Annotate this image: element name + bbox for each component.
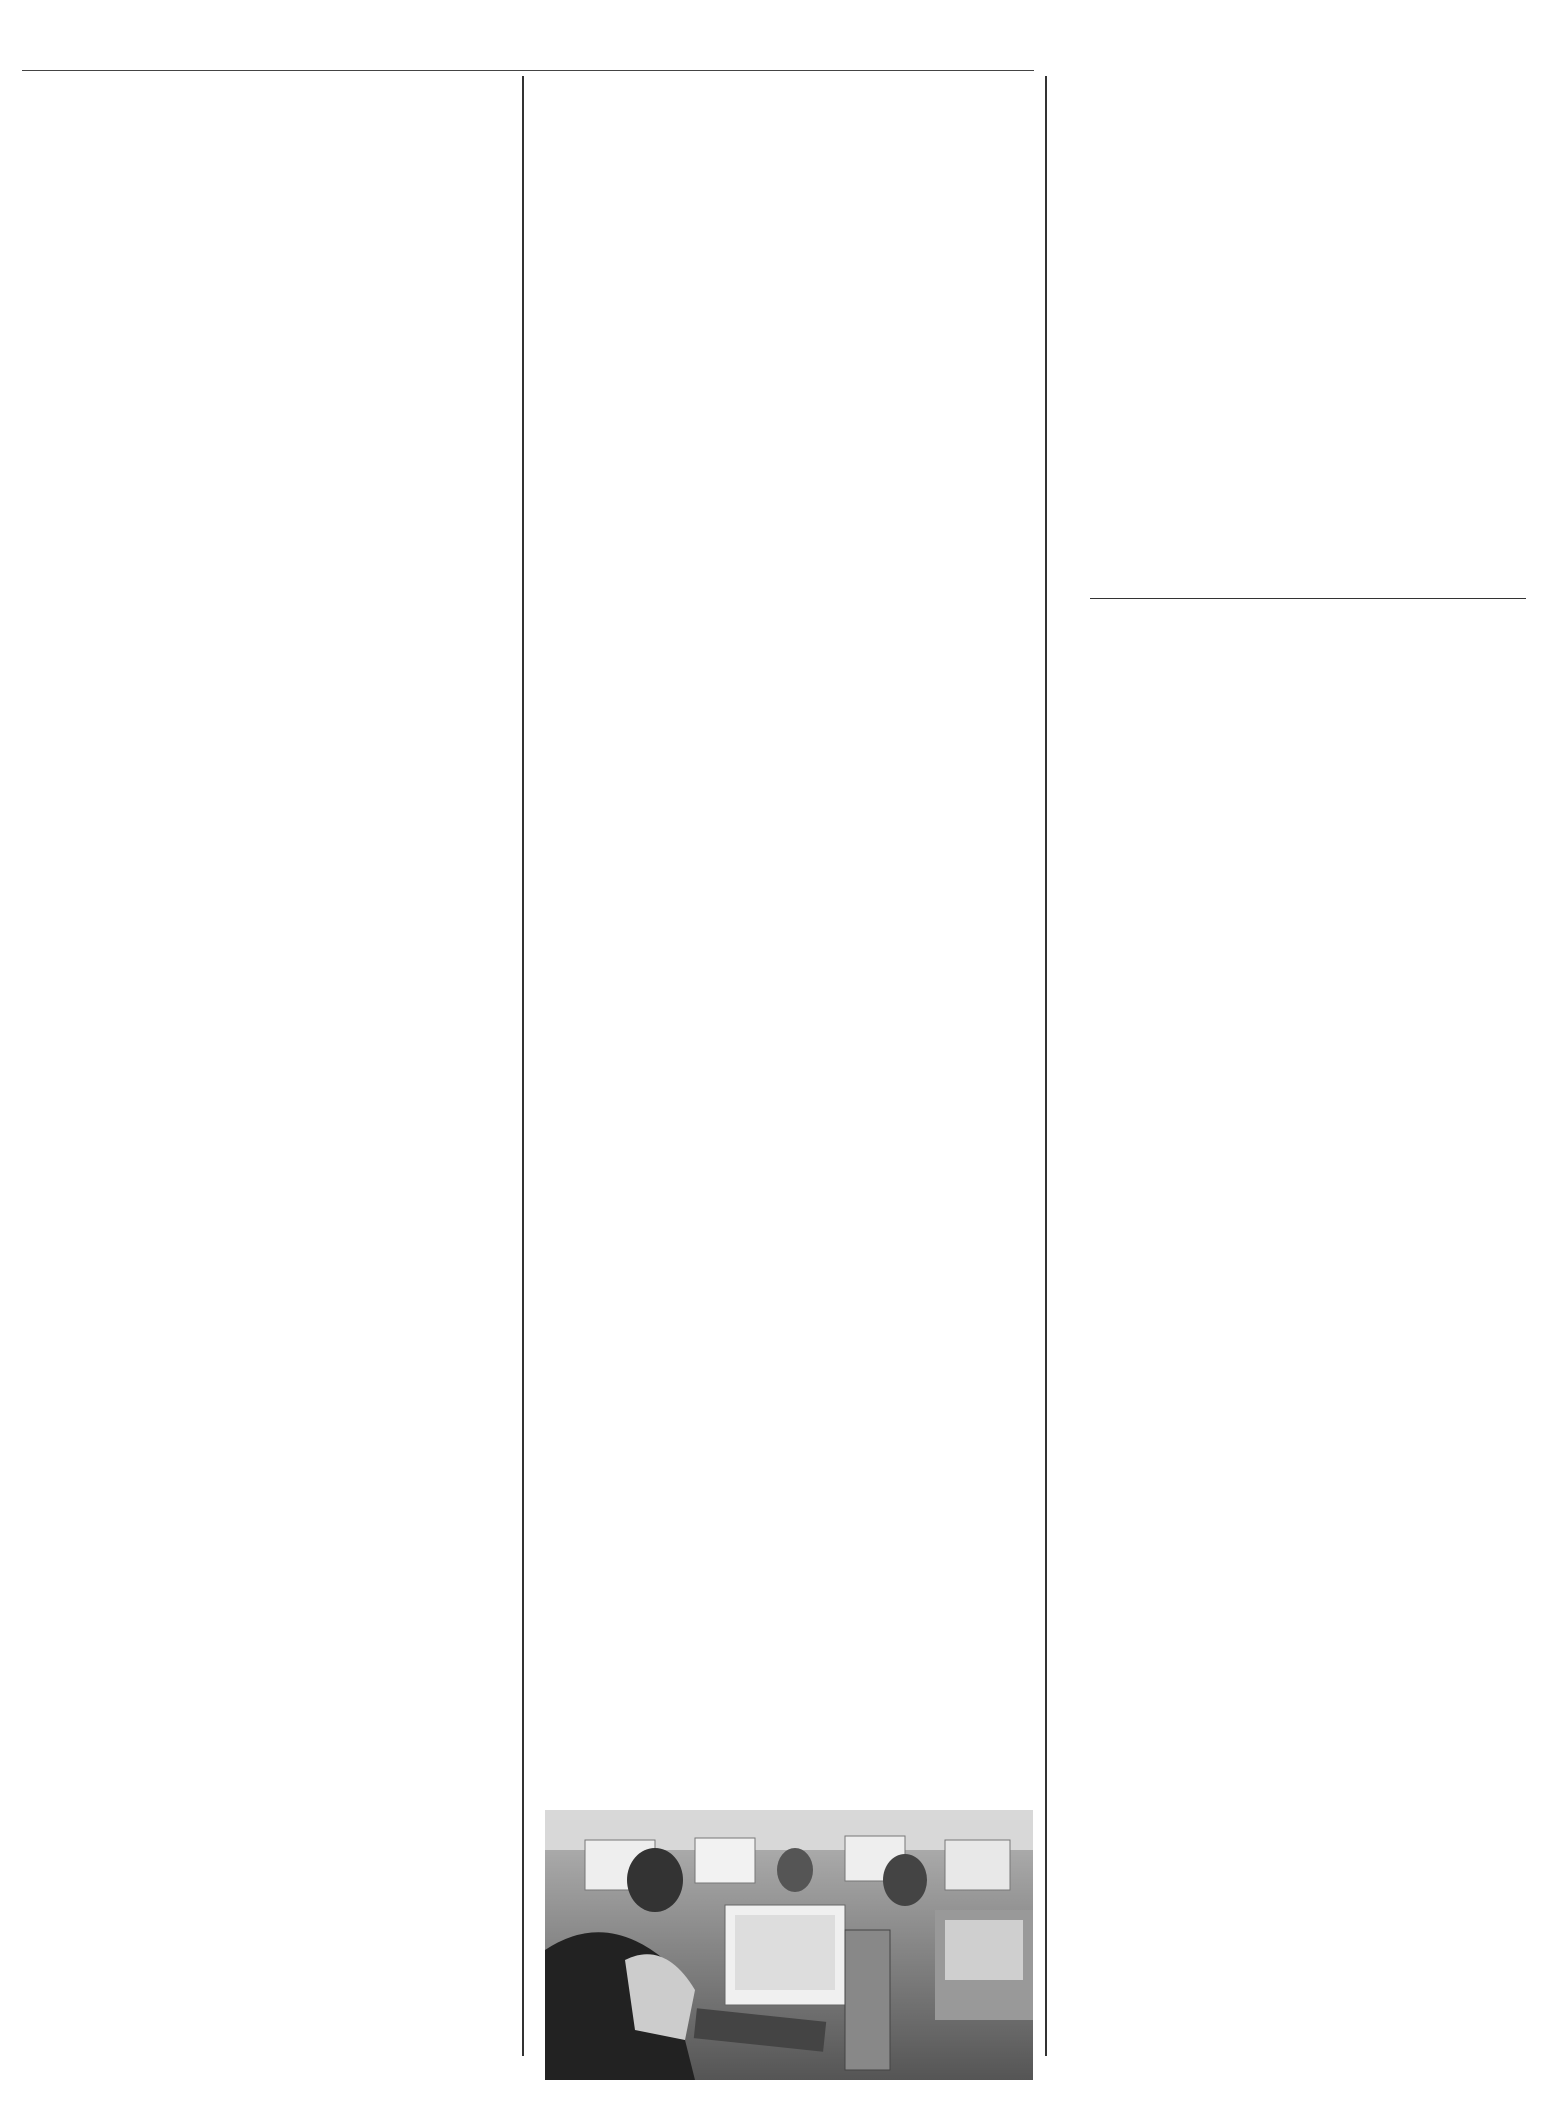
top-rule — [22, 70, 1034, 71]
nuevos-grados-header — [1090, 588, 1526, 599]
column-divider — [522, 76, 524, 2056]
column-divider — [1045, 76, 1047, 2056]
computer-lab-photo — [545, 1810, 1033, 2080]
